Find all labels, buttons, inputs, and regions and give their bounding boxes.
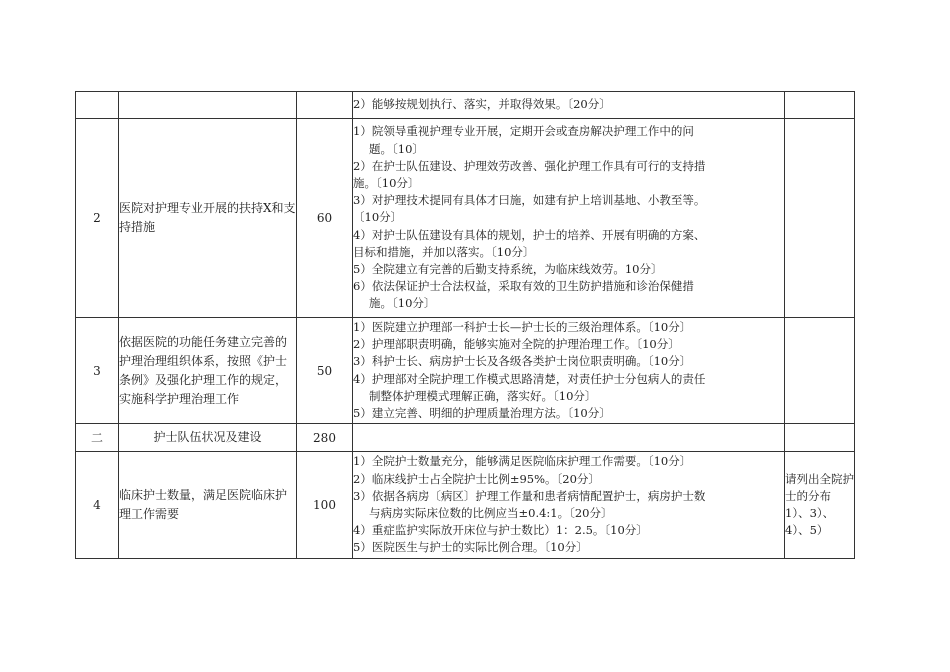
section-title-cell: 护士队伍状况及建设	[119, 424, 297, 452]
criteria-line: 制整体护理模式理解正确，落实好。〔10分〕	[369, 388, 597, 403]
criteria-cell	[353, 424, 785, 452]
item-number-cell: 3	[76, 318, 119, 424]
criteria-line: 5）建立完善、明细的护理质量治理方法。〔10分〕	[353, 405, 611, 420]
item-score-cell	[297, 92, 353, 119]
item-number-cell	[76, 92, 119, 119]
table-row	[76, 119, 855, 318]
evaluation-table	[75, 91, 855, 559]
criteria-line: 〔10分〕	[353, 210, 403, 225]
item-description-cell: 依据医院的功能任务建立完善的护理治理组织体系，按照《护士条例》及强化护理工作的规定，实施科学护理治理工作	[119, 318, 297, 424]
criteria-line: 2）护理部职责明确，能够实施对全院的护理治理工作。〔10分〕	[353, 337, 680, 352]
criteria-line: 5）全院建立有完善的后勤支持系统，为临床线效劳。10分〕	[353, 262, 663, 276]
item-number-cell: 4	[76, 452, 119, 559]
criteria-line: 2）能够按规划执行、落实，并取得效果。〔20分〕	[353, 97, 611, 112]
table-row	[76, 318, 855, 424]
criteria-line: 6）依法保证护士合法权益，采取有效的卫生防护措施和诊治保健措	[353, 279, 694, 294]
criteria-line: 3）科护士长、病房护士长及各级各类护士岗位职责明确。〔10分〕	[353, 354, 692, 369]
item-number-cell: 2	[76, 119, 119, 318]
criteria-line: 施。〔10分〕	[369, 296, 436, 311]
item-description-cell: 医院对护理专业开展的扶持X和支持措施	[119, 119, 297, 318]
section-number-cell: 二	[76, 424, 119, 452]
table-row	[76, 92, 855, 119]
item-score-cell: 50	[297, 318, 353, 424]
criteria-line: 施。〔10分〕	[353, 175, 420, 190]
criteria-line: 1）院领导重视护理专业开展，定期开会或查房解决护理工作中的问	[353, 124, 694, 139]
section-score-cell: 280	[297, 424, 353, 452]
item-score-cell: 60	[297, 119, 353, 318]
note-cell	[785, 92, 855, 119]
criteria-line: 目标和措施，并加以落实。〔10分〕	[353, 244, 535, 259]
criteria-line: 4）对护士队伍建设有具体的规划，护士的培养、开展有明确的方案、	[353, 227, 706, 242]
note-cell: 请列出全院护士的分布1）、3）、4）、5）	[785, 452, 855, 559]
item-description-cell	[119, 92, 297, 119]
criteria-cell	[353, 119, 785, 318]
note-cell	[785, 318, 855, 424]
criteria-line: 3）对护理技术提同有具体才曰施，如建有护上培训基地、小教至等。	[353, 193, 706, 208]
criteria-line: 题。〔10〕	[369, 141, 424, 156]
criteria-line: 4）护理部对全院护理工作模式思路清楚，对责任护士分包病人的责任	[353, 371, 706, 386]
table-row	[76, 452, 855, 559]
item-score-cell: 100	[297, 452, 353, 559]
criteria-line: 1）全院护士数量充分，能够满足医院临床护理工作需要。〔10分〕	[353, 454, 692, 469]
criteria-line: 4）重症监护实际放开床位与护士数比）1：2.5。〔10分〕	[353, 523, 648, 538]
note-cell	[785, 424, 855, 452]
criteria-cell	[353, 92, 785, 119]
table-row	[76, 424, 855, 452]
criteria-cell	[353, 452, 785, 559]
criteria-line: 1）医院建立护理部一科护士长—护士长的三级治理体系。〔10分〕	[353, 319, 692, 334]
criteria-line: 2）在护士队伍建设、护理效劳改善、强化护理工作具有可行的支持措	[353, 158, 706, 173]
criteria-line: 2）临床线护士占全院护士比例±95%。〔20分〕	[353, 471, 600, 486]
criteria-line: 与病房实际床位数的比例应当±0.4:1。〔20分〕	[369, 506, 613, 520]
criteria-cell	[353, 318, 785, 424]
criteria-line: 5）医院医生与护士的实际比例合理。〔10分〕	[353, 540, 588, 555]
criteria-line: 3）依据各病房〔病区〕护理工作量和患者病情配置护士，病房护士数	[353, 488, 706, 503]
item-description-cell: 临床护士数量，满足医院临床护理工作需要	[119, 452, 297, 559]
note-cell	[785, 119, 855, 318]
